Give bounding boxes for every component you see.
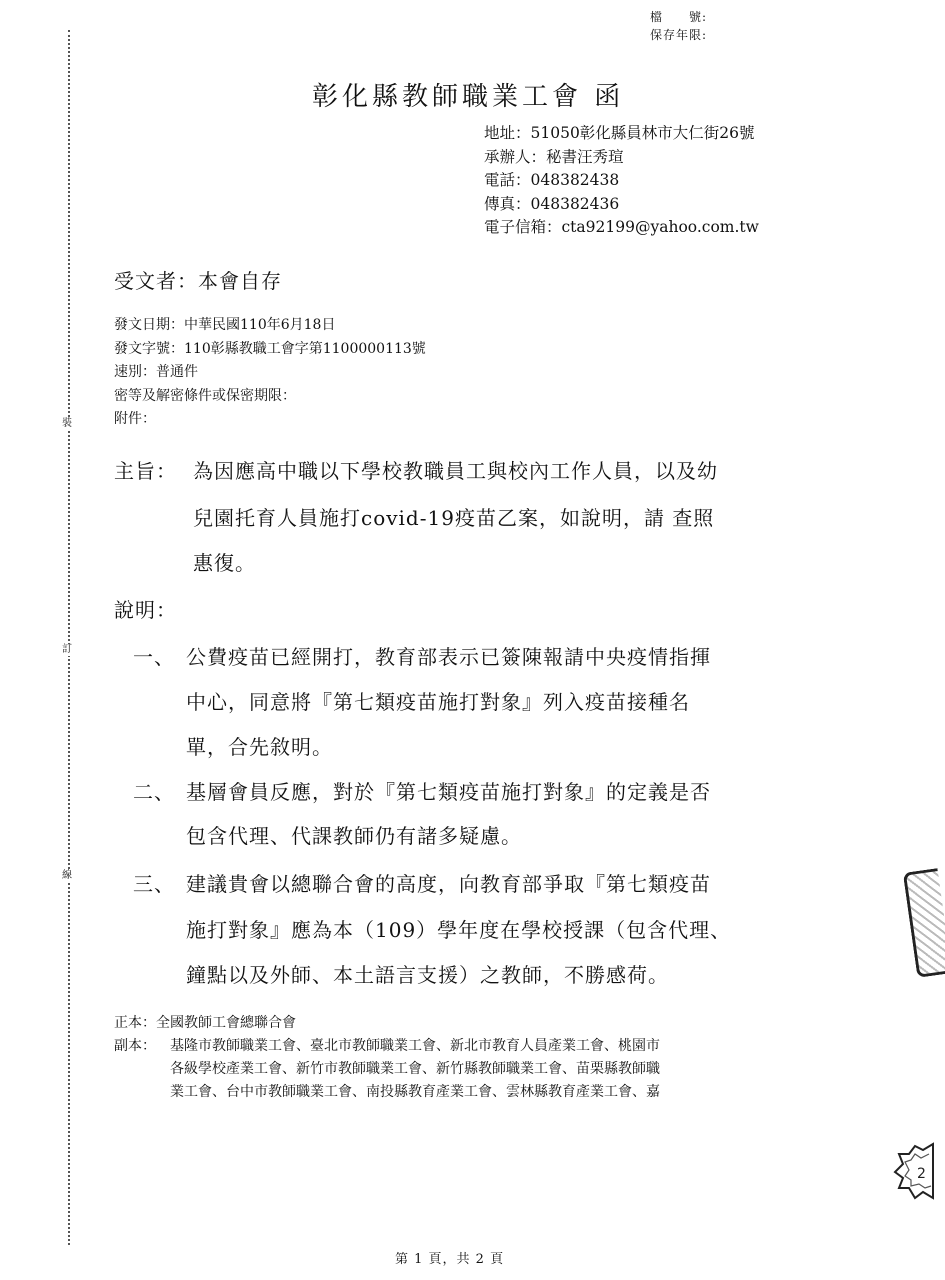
item-1-line-3: 單，合先敘明。: [186, 735, 333, 759]
contact-block: [484, 122, 759, 240]
file-number-label: 檔 號:: [650, 10, 708, 24]
document-info: [114, 314, 426, 432]
binding-mark-bottom: 線: [62, 870, 72, 881]
retention-period-label: 保存年限:: [650, 28, 708, 42]
contact-handler: 承辦人：秘書汪秀瑄: [484, 147, 624, 166]
item-2-number: 二、: [133, 780, 175, 804]
binding-line: [68, 30, 70, 1245]
subject-label: 主旨：: [114, 459, 177, 483]
copy-line-2: 各級學校產業工會、新竹市教師職業工會、新竹縣教師職業工會、苗栗縣教師職: [170, 1061, 660, 1077]
page-stamp: [893, 1140, 939, 1202]
contact-phone: 電話：048382438: [484, 171, 620, 189]
subject-line-3: 惠復。: [193, 551, 256, 575]
item-1-line-1: 公費疫苗已經開打，教育部表示已簽陳報請中央疫情指揮: [186, 645, 711, 669]
subject-line-2: 兒園托育人員施打covid-19疫苗乙案，如說明，請 查照: [193, 506, 715, 530]
secrecy-level: 密等及解密條件或保密期限：: [114, 387, 296, 404]
item-3-line-3: 鐘點以及外師、本土語言支援）之教師，不勝感荷。: [186, 963, 669, 987]
issue-date: 發文日期：中華民國110年6月18日: [114, 317, 336, 333]
item-1-line-2: 中心，同意將『第七類疫苗施打對象』列入疫苗接種名: [186, 690, 690, 714]
item-1-number: 一、: [133, 645, 175, 669]
explanation-label: 說明：: [114, 598, 177, 622]
delivery-speed: 速別：普通件: [114, 364, 198, 380]
attachments: 附件：: [114, 411, 156, 427]
item-3-line-1: 建議貴會以總聯合會的高度，向教育部爭取『第七類疫苗: [186, 872, 711, 896]
contact-email: 電子信箱：cta92199@yahoo.com.tw: [484, 218, 759, 236]
page-footer: 第 1 頁，共 2 頁: [395, 1252, 505, 1267]
copy-recipients: [170, 1035, 660, 1104]
binding-mark-middle: 訂: [62, 644, 72, 655]
contact-fax: 傳真：048382436: [484, 194, 620, 213]
copy-line-1: 基隆市教師職業工會、臺北市教師職業工會、新北市教育人員產業工會、桃園市: [170, 1038, 660, 1054]
item-2-line-1: 基層會員反應，對於『第七類疫苗施打對象』的定義是否: [186, 780, 711, 804]
item-3-number: 三、: [133, 872, 175, 896]
copy-label: 副本：: [114, 1038, 156, 1054]
stamp-number: 2: [917, 1166, 926, 1182]
binding-mark-top: 裝: [62, 418, 72, 429]
document-title: 彰化縣教師職業工會 函: [312, 82, 625, 112]
contact-address: 地址：51050彰化縣員林市大仁街26號: [484, 124, 755, 142]
recipient: 受文者：本會自存: [114, 269, 282, 293]
copy-line-3: 業工會、台中市教師職業工會、南投縣教育產業工會、雲林縣教育產業工會、嘉: [170, 1084, 660, 1100]
item-3-line-2: 施打對象』應為本（109）學年度在學校授課（包含代理、: [186, 918, 732, 942]
item-2-line-2: 包含代理、代課教師仍有諸多疑慮。: [186, 824, 522, 848]
subject-line-1: 為因應高中職以下學校教職員工與校內工作人員，以及幼: [193, 459, 718, 483]
original-recipient: 正本：全國教師工會總聯合會: [114, 1015, 296, 1031]
partial-seal-stamp: [903, 868, 945, 978]
document-number: 發文字號：110彰縣教職工會字第1100000113號: [114, 340, 426, 357]
